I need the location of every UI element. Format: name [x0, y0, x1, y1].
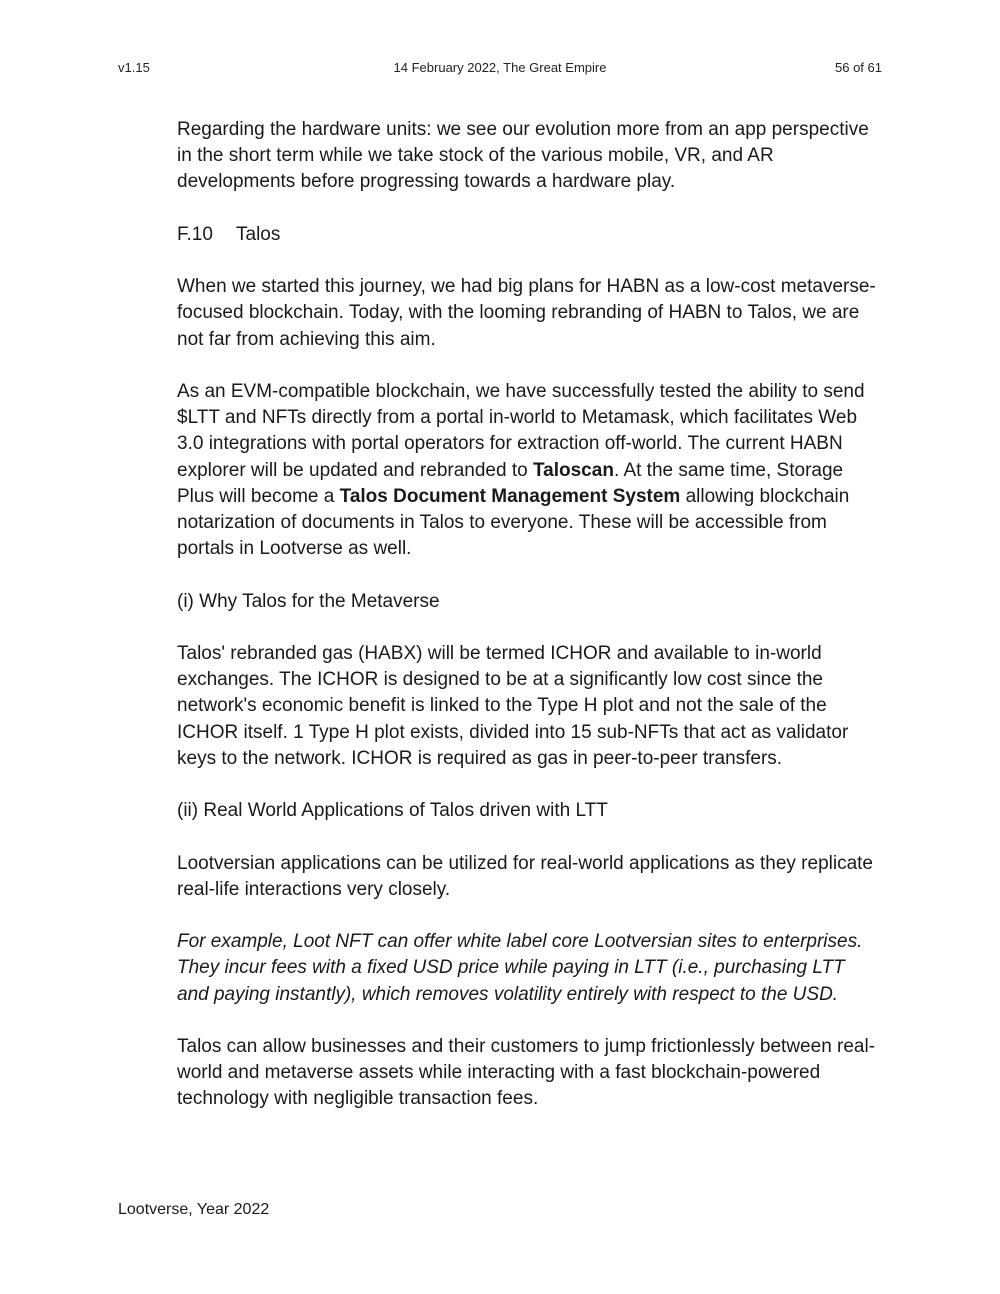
footer-text: Lootverse, Year 2022	[118, 1201, 270, 1218]
paragraph-hardware: Regarding the hardware units: we see our evolution more from an app perspective in the short term while we take stock of the various mobile, VR, and AR developments before progressing towards a hardware play.	[177, 119, 869, 193]
paragraph-frictionless: Talos can allow businesses and their customers to jump frictionlessly between real-world and metaverse assets while interacting with a fast blockchain-powered technology with negligible transaction fees.	[177, 1035, 876, 1110]
taloscan-term: Taloscan	[532, 459, 614, 481]
paragraph-evm-text-2: . At the same time, Storage Plus will become a	[177, 459, 844, 507]
subheading-why-talos: (i) Why Talos for the Metaverse	[177, 590, 440, 612]
paragraph-journey: When we started this journey, we had big plans for HABN as a low-cost metaverse-focused blockchain. Today, with the looming rebranding of HABN to Talos, we are not far from achieving this aim.	[177, 276, 876, 350]
section-title: Talos	[236, 223, 281, 245]
header-date-location: 14 February 2022, The Great Empire	[393, 60, 607, 75]
paragraph-evm	[177, 379, 877, 562]
paragraph-example: For example, Loot NFT can offer white label core Lootversian sites to enterprises. They incur fees with a fixed USD price while paying in LTT (i.e., purchasing LTT and paying instantly), which removes volatility entirely with respect to the USD.	[177, 931, 863, 1005]
version-label: v1.15	[118, 60, 150, 75]
document-body	[177, 117, 877, 1113]
talos-dms-term: Talos Document Management System	[339, 485, 681, 507]
section-number: F.10	[177, 223, 213, 245]
subheading-real-world: (ii) Real World Applications of Talos driven with LTT	[177, 800, 608, 822]
paragraph-evm-text-1: As an EVM-compatible blockchain, we have successfully tested the ability to send $LTT and NFTs directly from a portal in-world to Metamask, which facilitates Web 3.0 integrations with portal operators for extraction off-world. The current HABN explorer will be updated and rebranded to	[177, 380, 865, 481]
paragraph-evm-text-3: allowing blockchain notarization of documents in Talos to everyone. These will be accessible from portals in Lootverse as well.	[177, 485, 850, 560]
paragraph-lootversian: Lootversian applications can be utilized for real-world applications as they replicate real-life interactions very closely.	[177, 852, 873, 900]
page-number: 56 of 61	[835, 60, 882, 75]
section-heading	[177, 222, 877, 248]
paragraph-ichor: Talos' rebranded gas (HABX) will be termed ICHOR and available to in-world exchanges. The ICHOR is designed to be at a significantly low cost since the network's economic benefit is linked to the Type H plot and not the sale of the ICHOR itself. 1 Type H plot exists, divided into 15 sub-NFTs that act as validator keys to the network. ICHOR is required as gas in peer-to-peer transfers.	[177, 642, 849, 769]
